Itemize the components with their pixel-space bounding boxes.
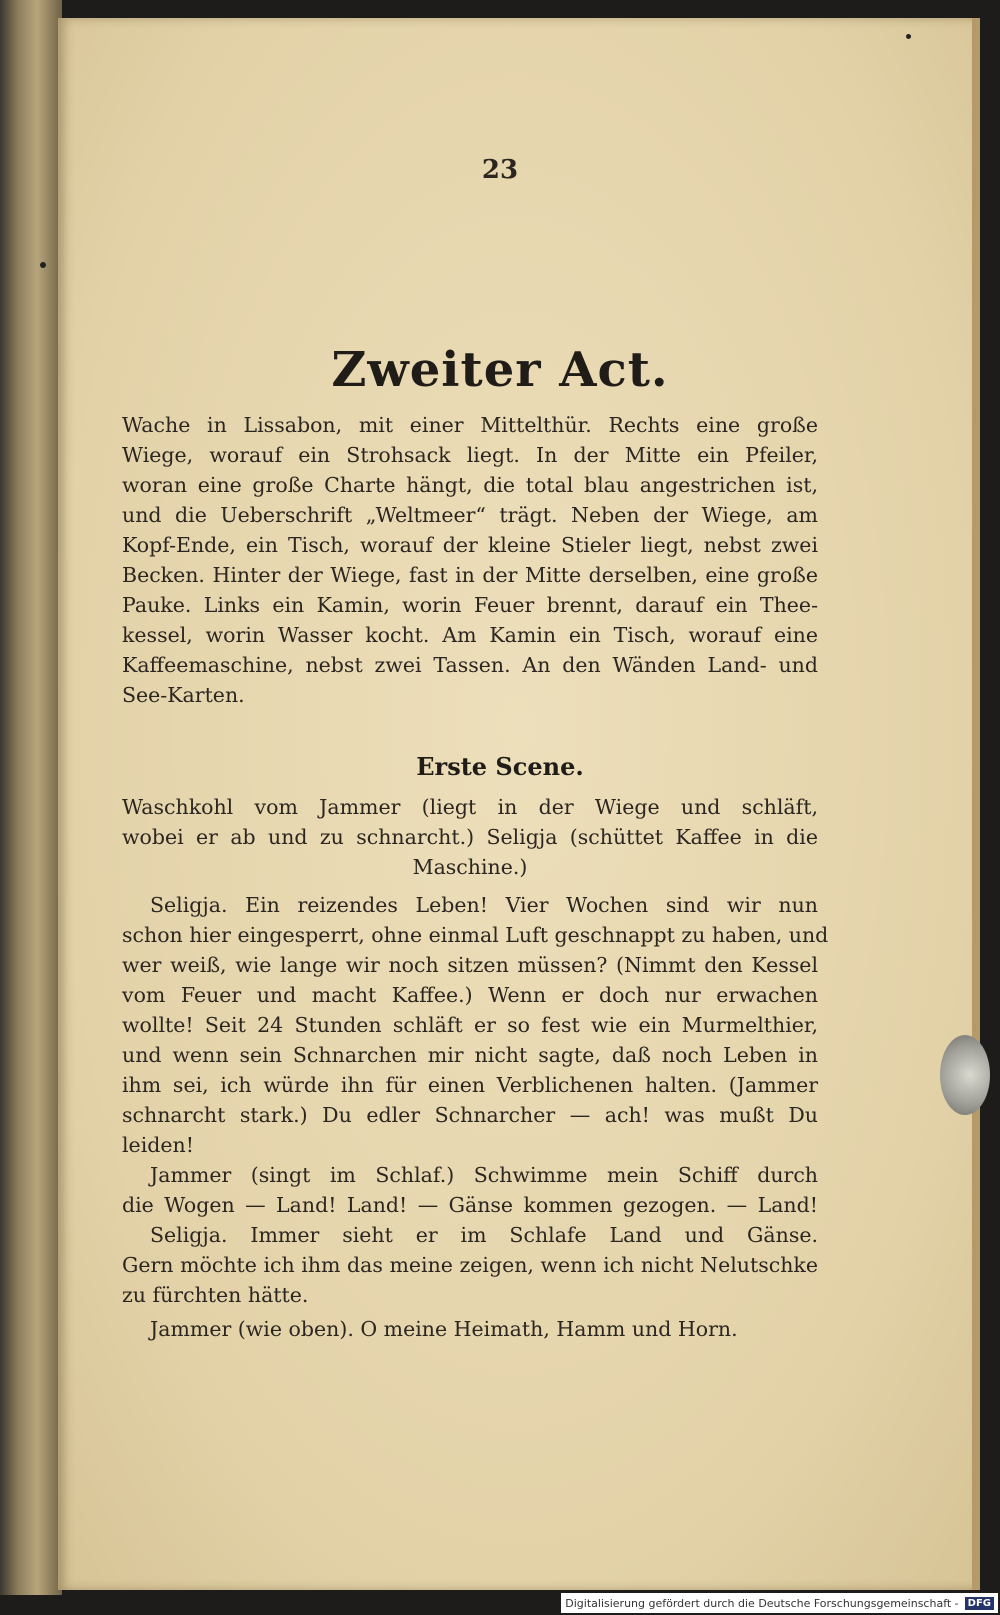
scene-title: Erste Scene. (416, 752, 584, 781)
ink-spot (40, 262, 46, 268)
stage-direction-line: See-Karten. (122, 683, 245, 707)
footer-text: Digitalisierung gefördert durch die Deutsche Forschungsgemeinschaft - (565, 1596, 959, 1610)
dialogue-line: wer weiß, wie lange wir noch sitzen müssen? (Nimmt den Kessel (122, 953, 818, 977)
stage-direction-line: kessel, worin Wasser kocht. Am Kamin ein Tisch, worauf eine (122, 623, 818, 647)
scene-direction-line: wobei er ab und zu schnarcht.) Seligja (schüttet Kaffee in die (122, 825, 818, 849)
stage-direction-line: Kopf-Ende, ein Tisch, worauf der kleine Stieler liegt, nebst zwei (122, 533, 818, 557)
dialogue-line: schnarcht stark.) Du edler Schnarcher — ach! was mußt Du (122, 1103, 818, 1127)
dialogue-line: Gern möchte ich ihm das meine zeigen, wenn ich nicht Nelutschke (122, 1253, 818, 1277)
page-edge (972, 18, 980, 1590)
stage-direction-line: Becken. Hinter der Wiege, fast in der Mitte derselben, eine große (122, 563, 818, 587)
dialogue-line: leiden! (122, 1133, 194, 1157)
stage-direction-line: Wiege, worauf ein Strohsack liegt. In der Mitte ein Pfeiler, (122, 443, 818, 467)
dialogue-line: und wenn sein Schnarchen mir nicht sagte, daß noch Leben in (122, 1043, 818, 1067)
scene-direction-line: Maschine.) (412, 855, 528, 879)
stage-direction-line: Pauke. Links ein Kamin, worin Feuer brennt, darauf ein Thee- (122, 593, 818, 617)
stage-direction-line: woran eine große Charte hängt, die total blau angestrichen ist, (122, 473, 818, 497)
dialogue-line: schon hier eingesperrt, ohne einmal Luft geschnappt zu haben, und (122, 923, 829, 947)
dialogue-line: wollte! Seit 24 Stunden schläft er so fest wie ein Murmelthier, (122, 1013, 818, 1037)
page-number: 23 (481, 155, 519, 185)
page-clip (940, 1035, 990, 1115)
dfg-logo: DFG (965, 1597, 994, 1610)
stage-direction-line: Wache in Lissabon, mit einer Mittelthür. Rechts eine große (122, 413, 818, 437)
dialogue-line: vom Feuer und macht Kaffee.) Wenn er doch nur erwachen (122, 983, 818, 1007)
digitization-footer (561, 1593, 998, 1613)
ink-spot (906, 34, 911, 39)
stage-direction-line: Kaffeemaschine, nebst zwei Tassen. An den Wänden Land- und (122, 653, 818, 677)
dialogue-line: zu fürchten hätte. (122, 1283, 309, 1307)
stage-direction-line: und die Ueberschrift „Weltmeer“ trägt. Neben der Wiege, am (122, 503, 818, 527)
dialogue-line: die Wogen — Land! Land! — Gänse kommen gezogen. — Land! (122, 1193, 818, 1217)
dialogue-line: Jammer (wie oben). O meine Heimath, Hamm und Horn. (150, 1317, 738, 1341)
dialogue-line: Seligja. Immer sieht er im Schlafe Land und Gänse. (150, 1223, 818, 1247)
scene-direction-line: Waschkohl vom Jammer (liegt in der Wiege und schläft, (122, 795, 818, 819)
book-spine (0, 0, 62, 1595)
dialogue-line: Jammer (singt im Schlaf.) Schwimme mein Schiff durch (150, 1163, 818, 1187)
dialogue-line: Seligja. Ein reizendes Leben! Vier Wochen sind wir nun (150, 893, 818, 917)
dialogue-line: ihm sei, ich würde ihn für einen Verblichenen halten. (Jammer (122, 1073, 818, 1097)
act-title: Zweiter Act. (331, 342, 669, 398)
